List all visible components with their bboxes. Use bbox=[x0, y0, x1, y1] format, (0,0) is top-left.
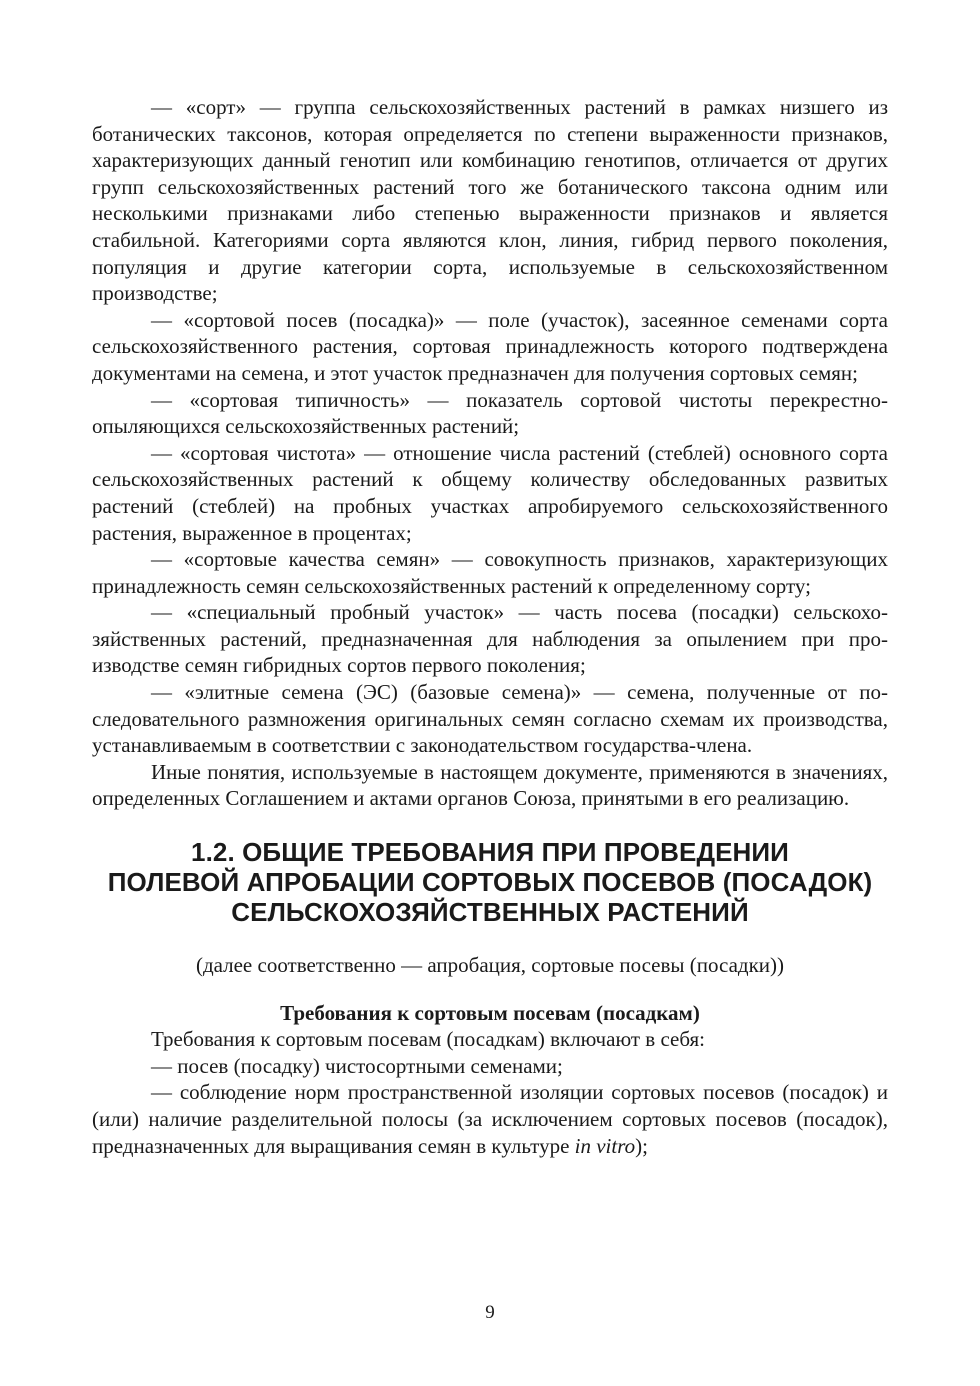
closing-paragraph: Иные понятия, используемые в настоящем документе, применяются в значениях, определенных Соглашением и актами органов Союза, принятыми в его реализацию. bbox=[92, 759, 888, 811]
requirement-item-2 bbox=[92, 1079, 888, 1159]
section-heading-line-3: СЕЛЬСКОХОЗЯЙСТВЕННЫХ РАСТЕНИЙ bbox=[231, 897, 749, 928]
section-heading bbox=[92, 837, 888, 927]
definition-special-test-plot: — «специальный пробный участок» — часть посева (посадки) сельскохозяйственных растений, предназначенная для наблюдения за опылением при производстве семян гибридных сортов первого поколения; bbox=[92, 600, 888, 678]
requirements-intro: Требования к сортовым посевам (посадкам) включают в себя: bbox=[151, 1027, 705, 1052]
section-note: (далее соответственно — апробация, сортовые посевы (посадки)) bbox=[195, 953, 785, 978]
requirement-item-2-text: — соблюдение норм пространственной изоляции сортовых посевов (посадок) и (или) наличие разделительной полосы (за исключением сортовых посевов (посадок), предназначенных для выращивания семян в культуре bbox=[92, 1080, 888, 1158]
section-heading-line-2: ПОЛЕВОЙ АПРОБАЦИИ СОРТОВЫХ ПОСЕВОВ (ПОСАДОК) bbox=[107, 867, 873, 898]
definition-elite-seeds: — «элитные семена (ЭС) (базовые семена)» — семена, полученные от последовательного размножения оригинальных семян согласно схемам их производства, устанавливаемым в соответствии с законодательством государства-члена. bbox=[92, 680, 888, 758]
document-page bbox=[92, 94, 888, 1159]
definition-variety-sowing: — «сортовой посев (посадка)» — поле (участок), засеянное семенами сорта сельскохозяйственного растения, сортовая принадлежность которого подтверждена документами на семена, и этот участок предназначен для получения сортовых семян; bbox=[92, 307, 888, 385]
requirements-subheading: Требования к сортовым посевам (посадкам) bbox=[280, 1000, 700, 1025]
page-number: 9 bbox=[485, 1302, 495, 1323]
requirement-item-1: — посев (посадку) чистосортными семенами; bbox=[151, 1053, 563, 1078]
definition-varietal-typicality: — «сортовая типичность» — показатель сортовой чистоты перекрестноопыляющихся сельскохозяйственных растений; bbox=[92, 387, 888, 439]
definition-varietal-seed-qualities: — «сортовые качества семян» — совокупность признаков, характеризующих принадлежность семян сельскохозяйственных растений к определенному сорту; bbox=[92, 547, 888, 598]
requirement-item-2-end: ); bbox=[635, 1133, 648, 1158]
requirement-item-2-italic: in vitro bbox=[574, 1133, 636, 1158]
definition-variety: — «сорт» — группа сельскохозяйственных растений в рамках низшего из ботанических таксонов, которая определяется по степени выраженности признаков, характеризующих данный генотип или комбинацию генотипов, отличается от других групп сельскохозяйственных растений того же ботанического таксона одним или несколькими признаками либо степенью выраженности признаков и является стабильной. Категориями сорта являются клон, линия, гибрид первого поколения, популяция и другие категории сорта, используемые в сельскохозяйственном производстве; bbox=[92, 95, 888, 306]
section-heading-line-1: 1.2. ОБЩИЕ ТРЕБОВАНИЯ ПРИ ПРОВЕДЕНИИ bbox=[191, 837, 789, 868]
definition-varietal-purity: — «сортовая чистота» — отношение числа растений (стеблей) основного сорта сельскохозяйственных растений к общему количеству обследованных развитых растений (стеблей) на пробных участках апробируемого сельскохозяйственного растения, выраженное в процентах; bbox=[92, 440, 888, 545]
